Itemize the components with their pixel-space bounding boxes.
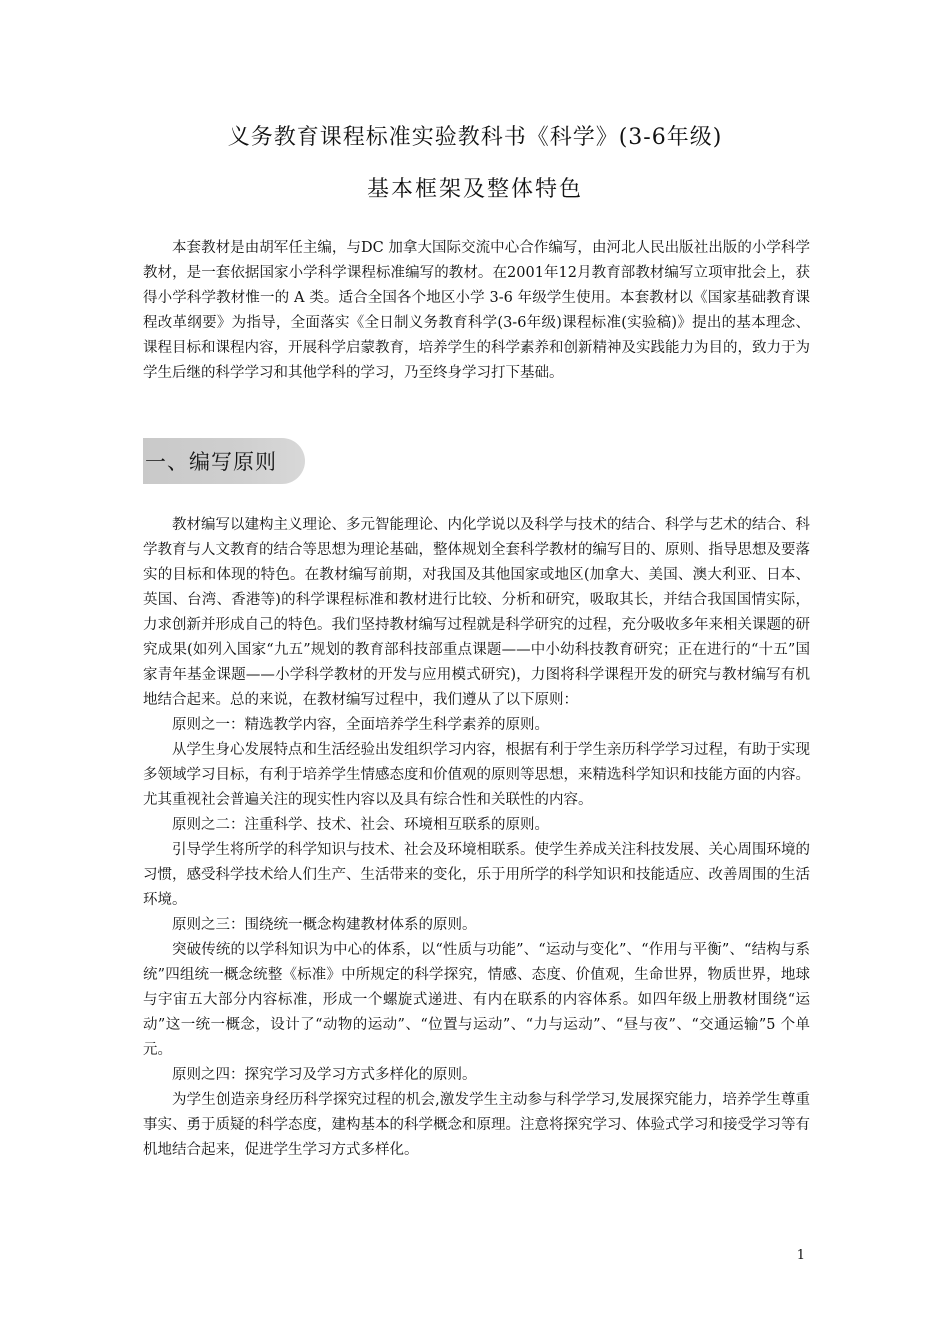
paragraph: 为学生创造亲身经历科学探究过程的机会,激发学生主动参与科学学习,发展探究能力，培养学生尊重事实、勇于质疑的科学态度，建构基本的科学概念和原理。注意将探究学习、体验式学习和接受学习等有机地结合起来，促进学生学习方式多样化。 — [143, 1092, 810, 1158]
section-heading: 一、编写原则 — [145, 450, 277, 474]
intro-paragraph: 本套教材是由胡军任主编，与DC 加拿大国际交流中心合作编写，由河北人民出版社出版的小学科学教材，是一套依据国家小学科学课程标准编写的教材。在2001年12月教育部教材编写立项审批会上，获得小学科学教材惟一的 A 类。适合全国各个地区小学 3-6 年级学生使用。本套教材以《国家基础教育课程改革纲要》为指导，全面落实《全日制义务教育科学(3-6年级)课程标准(实验稿)》提出的基本理念、课程目标和课程内容，开展科学启蒙教育，培养学生的科学素养和创新精神及实践能力为目的，致力于为学生后继的科学学习和其他学科的学习，乃至终身学习打下基础。 — [143, 240, 810, 381]
principle-heading: 原则之一：精选教学内容，全面培养学生科学素养的原则。 — [172, 717, 549, 733]
document-subtitle: 基本框架及整体特色 — [366, 177, 583, 202]
principle-heading: 原则之二：注重科学、技术、社会、环境相互联系的原则。 — [172, 817, 549, 833]
paragraph: 教材编写以建构主义理论、多元智能理论、内化学说以及科学与技术的结合、科学与艺术的结合、科学教育与人文教育的结合等思想为理论基础，整体规划全套科学教材的编写目的、原则、指导思想及要落实的目标和体现的特色。在教材编写前期，对我国及其他国家或地区(加拿大、美国、澳大利亚、日本、英国、台湾、香港等)的科学课程标准和教材进行比较、分析和研究，吸取其长，并结合我国国情实际，力求创新并形成自己的特色。我们坚持教材编写过程就是科学研究的过程，充分吸收多年来相关课题的研究成果(如列入国家“九五”规划的教育部科技部重点课题——中小幼科技教育研究；正在进行的“十五”国家青年基金课题——小学科学教材的开发与应用模式研究)，力图将科学课程开发的研究与教材编写有机地结合起来。总的来说，在教材编写过程中，我们遵从了以下原则： — [143, 517, 810, 708]
principle-heading: 原则之四：探究学习及学习方式多样化的原则。 — [172, 1067, 477, 1083]
principle-heading: 原则之三：围绕统一概念构建教材体系的原则。 — [172, 917, 477, 933]
section-body — [143, 513, 810, 1163]
document-title: 义务教育课程标准实验教科书《科学》(3-6年级) — [227, 125, 723, 150]
section-heading-banner — [143, 438, 305, 484]
paragraph: 突破传统的以学科知识为中心的体系，以“性质与功能”、“运动与变化”、“作用与平衡”、“结构与系统”四组统一概念统整《标准》中所规定的科学探究，情感、态度、价值观，生命世界，物质世界，地球与宇宙五大部分内容标准，形成一个螺旋式递进、有内在联系的内容体系。如四年级上册教材围绕“运动”这一统一概念，设计了“动物的运动”、“位置与运动”、“力与运动”、“昼与夜”、“交通运输”5 个单元。 — [143, 942, 810, 1058]
paragraph: 引导学生将所学的科学知识与技术、社会及环境相联系。使学生养成关注科技发展、关心周围环境的习惯，感受科学技术给人们生产、生活带来的变化，乐于用所学的科学知识和技能适应、改善周围的生活环境。 — [143, 842, 810, 908]
paragraph: 从学生身心发展特点和生活经验出发组织学习内容，根据有利于学生亲历科学学习过程，有助于实现多领域学习目标，有利于培养学生情感态度和价值观的原则等思想，来精选科学知识和技能方面的内容。尤其重视社会普遍关注的现实性内容以及具有综合性和关联性的内容。 — [143, 742, 810, 808]
page-number: 1 — [796, 1248, 805, 1263]
